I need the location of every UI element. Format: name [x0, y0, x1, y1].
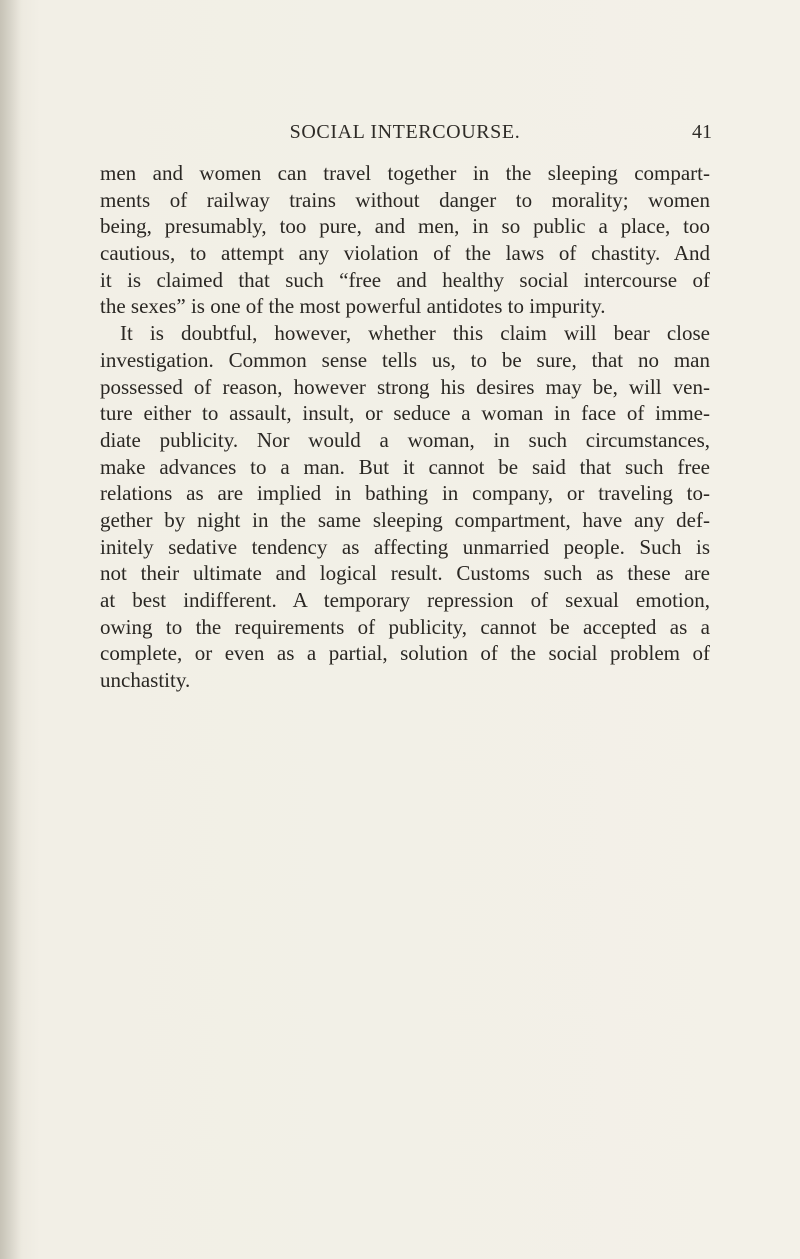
running-head [100, 121, 710, 145]
text-line: investigation. Common sense tells us, to be sure, that no man [100, 347, 710, 372]
text-line: being, presumably, too pure, and men, in so public a place, too [100, 214, 710, 239]
gutter-shadow [0, 0, 22, 1259]
page-number: 41 [692, 121, 712, 143]
body-text [100, 160, 710, 694]
text-line: at best indifferent. A temporary repression of sexual emotion, [100, 588, 710, 612]
text-line: cautious, to attempt any violation of the laws of chastity. And [100, 241, 710, 266]
text-line: ments of railway trains without danger to morality; women [100, 187, 710, 212]
text-line: it is claimed that such “free and healthy social intercourse of [100, 267, 710, 292]
text-line: It is doubtful, however, whether this claim will bear close [120, 321, 710, 346]
running-title: SOCIAL INTERCOURSE. [289, 121, 521, 143]
text-line: diate publicity. Nor would a woman, in such circumstances, [100, 427, 710, 452]
text-line: the sexes” is one of the most powerful antidotes to impurity. [100, 294, 606, 319]
text-line: make advances to a man. But it cannot be said that such free [100, 454, 710, 479]
text-line: possessed of reason, however strong his desires may be, will ven- [100, 374, 710, 399]
text-line: unchastity. [100, 668, 191, 693]
text-line: ture either to assault, insult, or seduce a woman in face of imme- [100, 401, 710, 426]
text-line: complete, or even as a partial, solution of the social problem of [100, 641, 710, 666]
text-line: men and women can travel together in the sleeping compart- [100, 161, 710, 185]
text-line: relations as are implied in bathing in company, or traveling to- [100, 481, 710, 506]
text-line: owing to the requirements of publicity, cannot be accepted as a [100, 614, 710, 639]
text-line: not their ultimate and logical result. Customs such as these are [100, 561, 710, 586]
text-line: initely sedative tendency as affecting unmarried people. Such is [100, 534, 710, 559]
text-line: gether by night in the same sleeping compartment, have any def- [100, 507, 710, 532]
